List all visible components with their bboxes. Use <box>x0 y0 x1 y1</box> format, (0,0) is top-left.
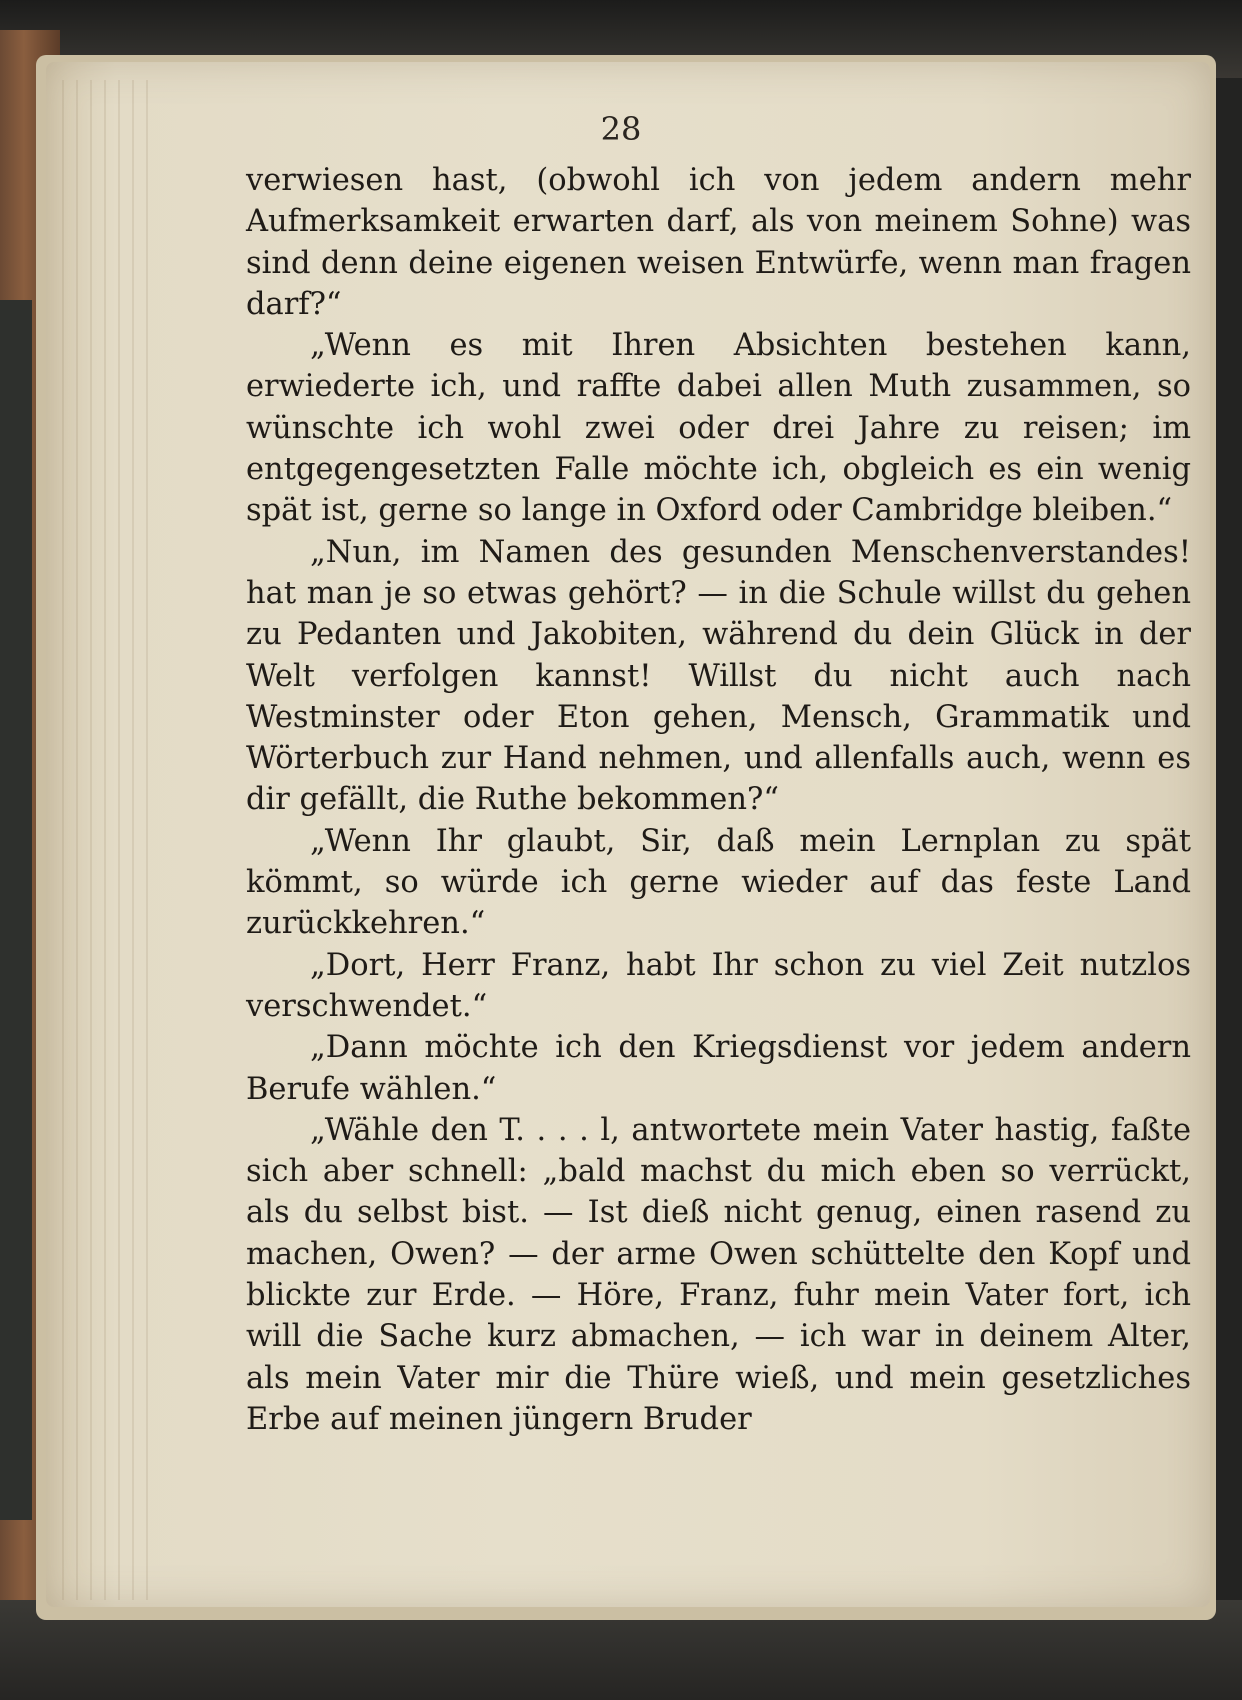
paragraph: „Wenn es mit Ihren Absichten bestehen kann, erwiederte ich, und raffte dabei allen Muth zusammen, so wünschte ich wohl zwei oder drei Jahre zu reisen; im entgegengesetzten Falle möchte ich, obgleich es ein wenig spät ist, gerne so lange in Oxford oder Cambridge bleiben.“ <box>246 328 1191 529</box>
book-cover-inner <box>0 300 32 1520</box>
page-text <box>246 160 1191 1440</box>
page-gutter <box>62 80 152 1600</box>
paragraph: „Dort, Herr Franz, habt Ihr schon zu viel Zeit nutzlos verschwendet.“ <box>246 947 1191 1024</box>
paragraph: „Wähle den T. . . . l, antwortete mein Vater hastig, faßte sich aber schnell: „bald machst du mich eben so verrückt, als du selbst bist. — Ist dieß nicht genug, einen rasend zu machen, Owen? — der arme Owen schüttelte den Kopf und blickte zur Erde. — Höre, Franz, fuhr mein Vater fort, ich will die Sache kurz abmachen, — ich war in deinem Alter, als mein Vater mir die Thüre wieß, und mein gesetzliches Erbe auf meinen jüngern Bruder <box>246 1112 1191 1437</box>
paragraph: „Nun, im Namen des gesunden Menschenverstandes! hat man je so etwas gehört? — in die Schule willst du gehen zu Pedanten und Jakobiten, während du dein Glück in der Welt verfolgen kannst! Willst du nicht auch nach Westminster oder Eton gehen, Mensch, Grammatik und Wörterbuch zur Hand nehmen, und allenfalls auch, wenn es dir gefällt, die Ruthe bekommen?“ <box>246 534 1191 818</box>
paragraph: „Wenn Ihr glaubt, Sir, daß mein Lernplan zu spät kömmt, so würde ich gerne wieder auf das feste Land zurückkehren.“ <box>246 823 1191 942</box>
page-number: 28 <box>600 110 642 148</box>
paragraph: „Dann möchte ich den Kriegsdienst vor jedem andern Berufe wählen.“ <box>246 1030 1191 1107</box>
paragraph: verwiesen hast, (obwohl ich von jedem andern mehr Aufmerksamkeit erwarten darf, als von meinem Sohne) was sind denn deine eigenen weisen Entwürfe, wenn man fragen darf?“ <box>246 163 1191 322</box>
